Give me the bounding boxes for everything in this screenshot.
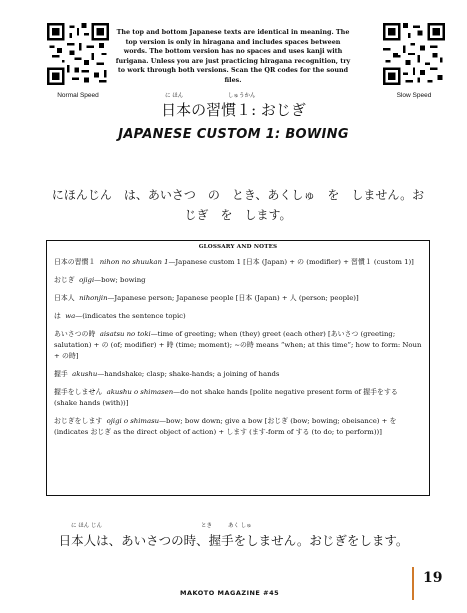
title-ruby-nihon: に ほん	[165, 93, 184, 99]
qr-code-slow-speed[interactable]	[383, 23, 445, 85]
glossary-title: GLOSSARY AND NOTES	[198, 244, 278, 250]
intro-paragraph: The top and bottom Japanese texts are identical in meaning. The top version is only in hiragana and includes spaces between words. The bottom version has no spaces and uses kanji with furigana. Unless you are just practicing hiragana recognition, try to work through both versions. Scan the QR codes for the sound files.	[115, 28, 351, 84]
magazine-footer: MAKOTO MAGAZINE #45	[180, 589, 280, 597]
sentence-ruby-akushu: あく しゅ	[228, 523, 252, 529]
glossary-entry: 日本の習慣１ nihon no shuukan 1—Japanese custom 1 [日本 (Japan) + の (modifier) + 習慣１ (custom 1)]	[54, 258, 414, 266]
english-title: JAPANESE CUSTOM 1: BOWING	[118, 127, 349, 142]
qr-caption-normal-speed: Normal Speed	[57, 92, 99, 99]
qr-code-icon	[47, 23, 109, 85]
glossary-entry: おじぎをします ojigi o shimasu—bow; bow down; give a bow [おじぎ (bow; bowing; obeisance) + を (indicates おじぎ as the direct object of action) + します (ます-form of する (to do; to perform))]	[54, 417, 397, 436]
glossary-entry: 日本人 nihonjin—Japanese person; Japanese people [日本 (Japan) + 人 (person; people)]	[54, 294, 359, 302]
qr-code-normal-speed[interactable]	[47, 23, 109, 85]
title-ruby-shuukan: しゅうかん	[228, 93, 256, 99]
page-number: 19	[423, 570, 443, 586]
qr-caption-slow-speed: Slow Speed	[396, 92, 432, 99]
qr-code-icon	[383, 23, 445, 85]
japanese-title: 日本の習慣１: おじぎ	[161, 101, 306, 119]
hiragana-passage: にほんじん は、あいさつ の とき、あくしゅ を しません。おじぎ を します。	[51, 188, 425, 222]
glossary-entry: は wa—(indicates the sentence topic)	[54, 312, 186, 320]
glossary-box	[46, 240, 430, 496]
sentence-ruby-toki: とき	[201, 523, 213, 529]
glossary-entry: 握手 akushu—handshake; clasp; shake-hands; a joining of hands	[54, 370, 280, 378]
kanji-sentence: 日本人は、あいさつの時、握手をしません。おじぎをします。	[58, 533, 409, 548]
footer-accent-bar	[412, 567, 414, 600]
sentence-ruby-nihonjin: に ほん じん	[71, 523, 102, 529]
glossary-entry: あいさつの時 aisatsu no toki—time of greeting; when (they) greet (each other) [あいさつ (greeting; salutation) + の (of; modifier) + 時 (time; moment); ~の時 means “when; at this time”; how to form: Noun + の時]	[54, 330, 422, 360]
glossary-entry: おじぎ ojigi—bow; bowing	[54, 276, 146, 284]
glossary-entry: 握手をしません akushu o shimasen—do not shake hands [polite negative present form of 握手をする (shake hands (with))]	[54, 388, 398, 407]
